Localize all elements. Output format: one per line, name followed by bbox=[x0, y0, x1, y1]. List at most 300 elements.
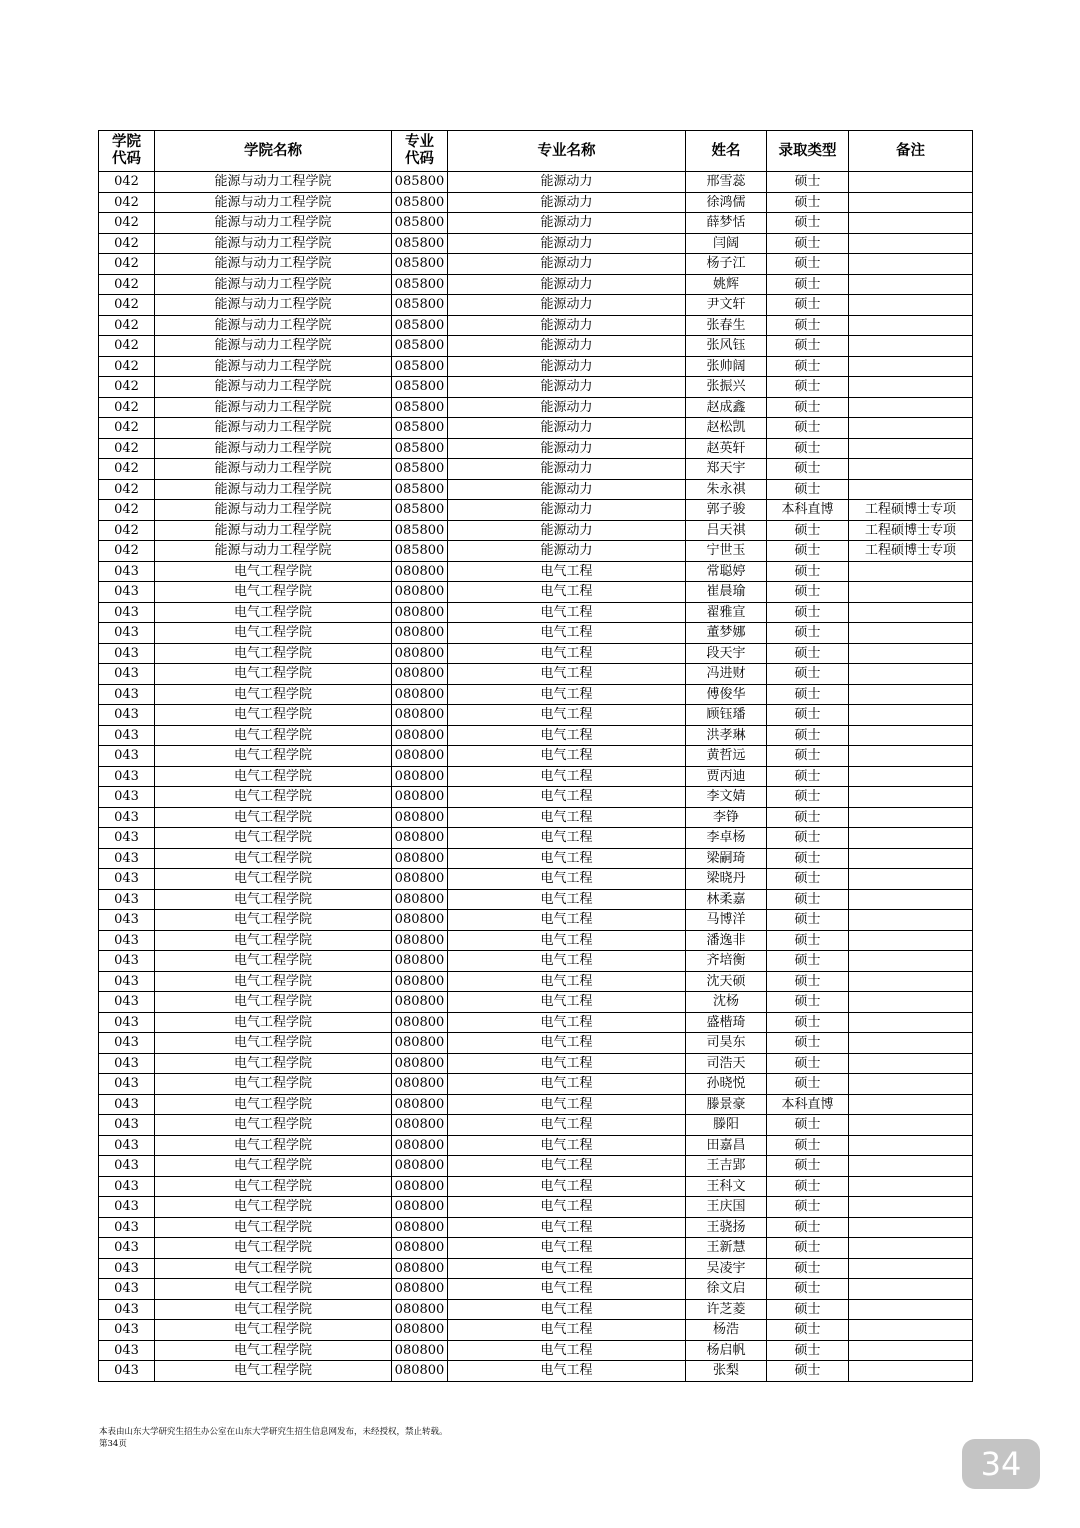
cell-major-code: 080800 bbox=[392, 1299, 448, 1320]
cell-admission-type: 硕士 bbox=[767, 1053, 849, 1074]
cell-student-name: 宁世玉 bbox=[686, 541, 767, 562]
cell-major-code: 085800 bbox=[392, 315, 448, 336]
cell-major-code: 080800 bbox=[392, 971, 448, 992]
cell-college-name: 电气工程学院 bbox=[155, 561, 392, 582]
cell-college-code: 043 bbox=[99, 746, 155, 767]
cell-admission-type: 硕士 bbox=[767, 992, 849, 1013]
cell-college-name: 能源与动力工程学院 bbox=[155, 479, 392, 500]
header-row bbox=[99, 131, 973, 172]
cell-remarks bbox=[849, 766, 973, 787]
cell-major-code: 080800 bbox=[392, 1053, 448, 1074]
cell-remarks bbox=[849, 951, 973, 972]
cell-major-name: 电气工程 bbox=[448, 869, 686, 890]
cell-college-code: 043 bbox=[99, 623, 155, 644]
cell-college-name: 电气工程学院 bbox=[155, 1094, 392, 1115]
cell-college-code: 042 bbox=[99, 172, 155, 193]
cell-college-name: 电气工程学院 bbox=[155, 1258, 392, 1279]
cell-admission-type: 硕士 bbox=[767, 295, 849, 316]
cell-student-name: 马博洋 bbox=[686, 910, 767, 931]
cell-major-code: 085800 bbox=[392, 438, 448, 459]
cell-college-name: 电气工程学院 bbox=[155, 643, 392, 664]
cell-admission-type: 硕士 bbox=[767, 1320, 849, 1341]
cell-admission-type: 硕士 bbox=[767, 438, 849, 459]
cell-student-name: 闫阔 bbox=[686, 233, 767, 254]
cell-college-code: 042 bbox=[99, 315, 155, 336]
cell-major-code: 080800 bbox=[392, 1238, 448, 1259]
cell-college-name: 电气工程学院 bbox=[155, 684, 392, 705]
cell-college-name: 能源与动力工程学院 bbox=[155, 213, 392, 234]
cell-remarks bbox=[849, 1115, 973, 1136]
cell-college-name: 电气工程学院 bbox=[155, 992, 392, 1013]
table-row bbox=[99, 787, 973, 808]
cell-remarks bbox=[849, 254, 973, 275]
cell-major-code: 080800 bbox=[392, 1320, 448, 1341]
cell-major-name: 电气工程 bbox=[448, 951, 686, 972]
cell-admission-type: 硕士 bbox=[767, 213, 849, 234]
table-row bbox=[99, 377, 973, 398]
cell-major-code: 085800 bbox=[392, 192, 448, 213]
table-row bbox=[99, 1012, 973, 1033]
cell-remarks bbox=[849, 1217, 973, 1238]
cell-student-name: 张帅阔 bbox=[686, 356, 767, 377]
cell-college-code: 043 bbox=[99, 1074, 155, 1095]
cell-student-name: 董梦娜 bbox=[686, 623, 767, 644]
table-row bbox=[99, 971, 973, 992]
cell-admission-type: 硕士 bbox=[767, 1299, 849, 1320]
cell-college-name: 电气工程学院 bbox=[155, 725, 392, 746]
cell-remarks bbox=[849, 192, 973, 213]
cell-remarks bbox=[849, 315, 973, 336]
cell-college-name: 电气工程学院 bbox=[155, 1361, 392, 1382]
cell-major-name: 能源动力 bbox=[448, 315, 686, 336]
cell-student-name: 王新慧 bbox=[686, 1238, 767, 1259]
cell-college-name: 能源与动力工程学院 bbox=[155, 336, 392, 357]
cell-major-name: 电气工程 bbox=[448, 602, 686, 623]
cell-admission-type: 硕士 bbox=[767, 602, 849, 623]
cell-major-name: 电气工程 bbox=[448, 992, 686, 1013]
cell-college-code: 043 bbox=[99, 1299, 155, 1320]
cell-major-name: 电气工程 bbox=[448, 1238, 686, 1259]
cell-remarks bbox=[849, 582, 973, 603]
cell-major-name: 电气工程 bbox=[448, 1074, 686, 1095]
cell-major-name: 能源动力 bbox=[448, 192, 686, 213]
cell-major-code: 080800 bbox=[392, 1033, 448, 1054]
cell-student-name: 黄哲远 bbox=[686, 746, 767, 767]
cell-admission-type: 硕士 bbox=[767, 684, 849, 705]
cell-admission-type: 硕士 bbox=[767, 807, 849, 828]
cell-college-name: 电气工程学院 bbox=[155, 1053, 392, 1074]
cell-major-code: 085800 bbox=[392, 541, 448, 562]
cell-college-code: 043 bbox=[99, 582, 155, 603]
cell-remarks bbox=[849, 807, 973, 828]
cell-admission-type: 硕士 bbox=[767, 254, 849, 275]
cell-admission-type: 硕士 bbox=[767, 1361, 849, 1382]
cell-major-code: 080800 bbox=[392, 1094, 448, 1115]
cell-student-name: 潘逸非 bbox=[686, 930, 767, 951]
cell-admission-type: 硕士 bbox=[767, 397, 849, 418]
table-row bbox=[99, 520, 973, 541]
cell-admission-type: 本科直博 bbox=[767, 500, 849, 521]
cell-student-name: 司浩天 bbox=[686, 1053, 767, 1074]
cell-student-name: 段天宇 bbox=[686, 643, 767, 664]
cell-major-name: 能源动力 bbox=[448, 172, 686, 193]
cell-major-code: 080800 bbox=[392, 828, 448, 849]
cell-admission-type: 硕士 bbox=[767, 1340, 849, 1361]
cell-college-name: 电气工程学院 bbox=[155, 1299, 392, 1320]
cell-student-name: 徐文启 bbox=[686, 1279, 767, 1300]
cell-major-code: 080800 bbox=[392, 1340, 448, 1361]
table-row bbox=[99, 500, 973, 521]
cell-college-name: 能源与动力工程学院 bbox=[155, 192, 392, 213]
cell-college-code: 043 bbox=[99, 1258, 155, 1279]
cell-major-name: 能源动力 bbox=[448, 295, 686, 316]
cell-college-code: 043 bbox=[99, 1176, 155, 1197]
cell-admission-type: 硕士 bbox=[767, 705, 849, 726]
cell-major-name: 能源动力 bbox=[448, 336, 686, 357]
cell-college-code: 043 bbox=[99, 1053, 155, 1074]
table-row bbox=[99, 869, 973, 890]
cell-remarks bbox=[849, 910, 973, 931]
cell-major-name: 电气工程 bbox=[448, 889, 686, 910]
table-row bbox=[99, 582, 973, 603]
cell-student-name: 梁晓丹 bbox=[686, 869, 767, 890]
cell-major-code: 080800 bbox=[392, 1197, 448, 1218]
cell-major-code: 080800 bbox=[392, 725, 448, 746]
cell-major-name: 电气工程 bbox=[448, 1053, 686, 1074]
cell-major-code: 080800 bbox=[392, 807, 448, 828]
cell-admission-type: 硕士 bbox=[767, 1156, 849, 1177]
table-row bbox=[99, 172, 973, 193]
cell-admission-type: 硕士 bbox=[767, 1258, 849, 1279]
cell-major-name: 能源动力 bbox=[448, 213, 686, 234]
cell-college-name: 电气工程学院 bbox=[155, 930, 392, 951]
table-row bbox=[99, 1279, 973, 1300]
cell-student-name: 薛梦恬 bbox=[686, 213, 767, 234]
cell-college-name: 能源与动力工程学院 bbox=[155, 315, 392, 336]
cell-admission-type: 硕士 bbox=[767, 930, 849, 951]
table-row bbox=[99, 643, 973, 664]
table-row bbox=[99, 1361, 973, 1382]
cell-college-name: 电气工程学院 bbox=[155, 1033, 392, 1054]
table-row bbox=[99, 828, 973, 849]
table-row bbox=[99, 1176, 973, 1197]
table-row bbox=[99, 1074, 973, 1095]
cell-student-name: 李卓杨 bbox=[686, 828, 767, 849]
table-body bbox=[99, 172, 973, 1382]
header-remarks: 备注 bbox=[849, 131, 973, 172]
cell-college-name: 电气工程学院 bbox=[155, 664, 392, 685]
cell-college-code: 043 bbox=[99, 807, 155, 828]
cell-college-code: 043 bbox=[99, 705, 155, 726]
cell-major-code: 085800 bbox=[392, 459, 448, 480]
cell-college-name: 能源与动力工程学院 bbox=[155, 500, 392, 521]
cell-college-name: 电气工程学院 bbox=[155, 971, 392, 992]
table-row bbox=[99, 315, 973, 336]
cell-remarks bbox=[849, 848, 973, 869]
cell-student-name: 吴凌宇 bbox=[686, 1258, 767, 1279]
cell-college-name: 能源与动力工程学院 bbox=[155, 295, 392, 316]
cell-college-code: 042 bbox=[99, 438, 155, 459]
header-major-name: 专业名称 bbox=[448, 131, 686, 172]
cell-student-name: 梁嗣琦 bbox=[686, 848, 767, 869]
admission-table bbox=[98, 130, 973, 1382]
cell-admission-type: 硕士 bbox=[767, 746, 849, 767]
cell-college-code: 043 bbox=[99, 787, 155, 808]
cell-college-code: 043 bbox=[99, 910, 155, 931]
cell-major-name: 能源动力 bbox=[448, 479, 686, 500]
cell-remarks bbox=[849, 1053, 973, 1074]
cell-college-code: 043 bbox=[99, 889, 155, 910]
cell-admission-type: 硕士 bbox=[767, 459, 849, 480]
cell-major-code: 080800 bbox=[392, 582, 448, 603]
cell-admission-type: 硕士 bbox=[767, 336, 849, 357]
cell-admission-type: 硕士 bbox=[767, 541, 849, 562]
footer-note: 本表由山东大学研究生招生办公室在山东大学研究生招生信息网发布，未经授权，禁止转载。 bbox=[99, 1427, 448, 1437]
cell-admission-type: 硕士 bbox=[767, 951, 849, 972]
cell-remarks bbox=[849, 1135, 973, 1156]
cell-student-name: 尹文轩 bbox=[686, 295, 767, 316]
cell-remarks bbox=[849, 172, 973, 193]
cell-admission-type: 硕士 bbox=[767, 1279, 849, 1300]
cell-college-name: 能源与动力工程学院 bbox=[155, 172, 392, 193]
cell-college-code: 043 bbox=[99, 1197, 155, 1218]
cell-college-code: 042 bbox=[99, 520, 155, 541]
header-major-code-line2: 代码 bbox=[405, 151, 434, 167]
cell-college-code: 043 bbox=[99, 561, 155, 582]
cell-admission-type: 硕士 bbox=[767, 1176, 849, 1197]
cell-remarks bbox=[849, 1320, 973, 1341]
cell-college-name: 电气工程学院 bbox=[155, 869, 392, 890]
cell-college-code: 043 bbox=[99, 725, 155, 746]
table-row bbox=[99, 213, 973, 234]
cell-college-code: 043 bbox=[99, 930, 155, 951]
cell-major-code: 080800 bbox=[392, 684, 448, 705]
cell-college-code: 042 bbox=[99, 541, 155, 562]
cell-remarks: 工程硕博士专项 bbox=[849, 500, 973, 521]
cell-remarks bbox=[849, 869, 973, 890]
cell-college-name: 能源与动力工程学院 bbox=[155, 541, 392, 562]
cell-remarks bbox=[849, 336, 973, 357]
table-row bbox=[99, 746, 973, 767]
cell-student-name: 洪孝琳 bbox=[686, 725, 767, 746]
cell-college-name: 电气工程学院 bbox=[155, 1238, 392, 1259]
cell-major-name: 电气工程 bbox=[448, 623, 686, 644]
cell-major-code: 085800 bbox=[392, 336, 448, 357]
cell-major-code: 080800 bbox=[392, 992, 448, 1013]
cell-student-name: 张梨 bbox=[686, 1361, 767, 1382]
table-row bbox=[99, 664, 973, 685]
cell-remarks bbox=[849, 992, 973, 1013]
cell-college-code: 043 bbox=[99, 869, 155, 890]
cell-college-name: 电气工程学院 bbox=[155, 746, 392, 767]
cell-major-name: 电气工程 bbox=[448, 561, 686, 582]
table-row bbox=[99, 1258, 973, 1279]
cell-college-name: 能源与动力工程学院 bbox=[155, 274, 392, 295]
cell-student-name: 张振兴 bbox=[686, 377, 767, 398]
cell-admission-type: 硕士 bbox=[767, 561, 849, 582]
table-row bbox=[99, 295, 973, 316]
cell-student-name: 杨浩 bbox=[686, 1320, 767, 1341]
cell-admission-type: 硕士 bbox=[767, 766, 849, 787]
cell-major-code: 080800 bbox=[392, 1361, 448, 1382]
cell-major-name: 电气工程 bbox=[448, 1135, 686, 1156]
cell-admission-type: 硕士 bbox=[767, 1238, 849, 1259]
cell-major-name: 电气工程 bbox=[448, 1279, 686, 1300]
cell-major-name: 能源动力 bbox=[448, 356, 686, 377]
cell-student-name: 沈杨 bbox=[686, 992, 767, 1013]
cell-admission-type: 硕士 bbox=[767, 520, 849, 541]
cell-major-name: 电气工程 bbox=[448, 971, 686, 992]
cell-college-name: 电气工程学院 bbox=[155, 1074, 392, 1095]
cell-remarks bbox=[849, 479, 973, 500]
cell-remarks bbox=[849, 295, 973, 316]
cell-major-code: 080800 bbox=[392, 1135, 448, 1156]
table-row bbox=[99, 192, 973, 213]
cell-admission-type: 硕士 bbox=[767, 192, 849, 213]
cell-major-code: 080800 bbox=[392, 643, 448, 664]
cell-college-name: 能源与动力工程学院 bbox=[155, 418, 392, 439]
cell-college-name: 能源与动力工程学院 bbox=[155, 438, 392, 459]
cell-college-code: 043 bbox=[99, 684, 155, 705]
table-row bbox=[99, 418, 973, 439]
cell-remarks bbox=[849, 1361, 973, 1382]
cell-remarks bbox=[849, 1238, 973, 1259]
cell-student-name: 李文婧 bbox=[686, 787, 767, 808]
table-row bbox=[99, 889, 973, 910]
cell-college-code: 042 bbox=[99, 192, 155, 213]
header-major-code-line1: 专业 bbox=[405, 134, 434, 150]
cell-major-code: 085800 bbox=[392, 172, 448, 193]
cell-college-code: 043 bbox=[99, 848, 155, 869]
cell-student-name: 张春生 bbox=[686, 315, 767, 336]
cell-admission-type: 硕士 bbox=[767, 787, 849, 808]
cell-major-code: 080800 bbox=[392, 746, 448, 767]
cell-college-code: 043 bbox=[99, 1279, 155, 1300]
cell-college-name: 电气工程学院 bbox=[155, 1135, 392, 1156]
cell-major-name: 能源动力 bbox=[448, 397, 686, 418]
header-college-code-line1: 学院 bbox=[112, 134, 141, 150]
cell-admission-type: 硕士 bbox=[767, 848, 849, 869]
cell-remarks bbox=[849, 1074, 973, 1095]
cell-college-name: 能源与动力工程学院 bbox=[155, 233, 392, 254]
cell-major-name: 电气工程 bbox=[448, 1299, 686, 1320]
cell-college-code: 043 bbox=[99, 1320, 155, 1341]
cell-major-name: 电气工程 bbox=[448, 643, 686, 664]
cell-major-name: 电气工程 bbox=[448, 746, 686, 767]
cell-student-name: 郭子骏 bbox=[686, 500, 767, 521]
cell-college-code: 043 bbox=[99, 971, 155, 992]
cell-major-code: 085800 bbox=[392, 520, 448, 541]
cell-remarks: 工程硕博士专项 bbox=[849, 541, 973, 562]
table-row bbox=[99, 541, 973, 562]
table-row bbox=[99, 1094, 973, 1115]
cell-college-name: 电气工程学院 bbox=[155, 1115, 392, 1136]
cell-student-name: 杨子江 bbox=[686, 254, 767, 275]
cell-major-name: 电气工程 bbox=[448, 910, 686, 931]
cell-major-code: 085800 bbox=[392, 479, 448, 500]
cell-major-name: 电气工程 bbox=[448, 664, 686, 685]
cell-major-code: 080800 bbox=[392, 869, 448, 890]
cell-college-code: 043 bbox=[99, 992, 155, 1013]
cell-admission-type: 硕士 bbox=[767, 869, 849, 890]
table-row bbox=[99, 356, 973, 377]
cell-remarks bbox=[849, 561, 973, 582]
cell-major-code: 085800 bbox=[392, 295, 448, 316]
cell-major-code: 085800 bbox=[392, 500, 448, 521]
cell-major-name: 电气工程 bbox=[448, 848, 686, 869]
cell-major-code: 085800 bbox=[392, 254, 448, 275]
cell-college-code: 042 bbox=[99, 254, 155, 275]
cell-admission-type: 硕士 bbox=[767, 910, 849, 931]
cell-major-name: 电气工程 bbox=[448, 725, 686, 746]
cell-major-code: 085800 bbox=[392, 356, 448, 377]
cell-college-code: 042 bbox=[99, 397, 155, 418]
table-row bbox=[99, 336, 973, 357]
cell-admission-type: 硕士 bbox=[767, 1217, 849, 1238]
cell-student-name: 傅俊华 bbox=[686, 684, 767, 705]
cell-major-code: 085800 bbox=[392, 397, 448, 418]
cell-remarks bbox=[849, 1197, 973, 1218]
cell-student-name: 孙晓悦 bbox=[686, 1074, 767, 1095]
cell-admission-type: 硕士 bbox=[767, 418, 849, 439]
cell-admission-type: 硕士 bbox=[767, 356, 849, 377]
table-row bbox=[99, 1340, 973, 1361]
cell-student-name: 郑天宇 bbox=[686, 459, 767, 480]
cell-admission-type: 硕士 bbox=[767, 233, 849, 254]
cell-college-name: 电气工程学院 bbox=[155, 705, 392, 726]
cell-major-code: 080800 bbox=[392, 910, 448, 931]
cell-remarks: 工程硕博士专项 bbox=[849, 520, 973, 541]
cell-major-code: 080800 bbox=[392, 1176, 448, 1197]
cell-admission-type: 硕士 bbox=[767, 889, 849, 910]
page-number-badge: 34 bbox=[962, 1439, 1040, 1489]
cell-student-name: 沈天硕 bbox=[686, 971, 767, 992]
table-row bbox=[99, 459, 973, 480]
cell-major-code: 080800 bbox=[392, 664, 448, 685]
cell-major-name: 电气工程 bbox=[448, 807, 686, 828]
table-row bbox=[99, 848, 973, 869]
page-label: 第34页 bbox=[99, 1439, 127, 1449]
header-college-name: 学院名称 bbox=[155, 131, 392, 172]
cell-college-name: 电气工程学院 bbox=[155, 787, 392, 808]
cell-student-name: 顾钰璠 bbox=[686, 705, 767, 726]
cell-college-name: 能源与动力工程学院 bbox=[155, 377, 392, 398]
cell-student-name: 李铮 bbox=[686, 807, 767, 828]
table-row bbox=[99, 1033, 973, 1054]
cell-major-name: 电气工程 bbox=[448, 1217, 686, 1238]
cell-major-code: 080800 bbox=[392, 930, 448, 951]
cell-college-name: 能源与动力工程学院 bbox=[155, 254, 392, 275]
cell-college-code: 043 bbox=[99, 1094, 155, 1115]
cell-admission-type: 本科直博 bbox=[767, 1094, 849, 1115]
table-row bbox=[99, 254, 973, 275]
cell-admission-type: 硕士 bbox=[767, 664, 849, 685]
cell-major-name: 电气工程 bbox=[448, 930, 686, 951]
cell-remarks bbox=[849, 1156, 973, 1177]
cell-college-name: 电气工程学院 bbox=[155, 889, 392, 910]
cell-remarks bbox=[849, 274, 973, 295]
cell-college-code: 043 bbox=[99, 951, 155, 972]
cell-admission-type: 硕士 bbox=[767, 725, 849, 746]
cell-college-name: 电气工程学院 bbox=[155, 1320, 392, 1341]
cell-major-name: 电气工程 bbox=[448, 582, 686, 603]
cell-major-code: 080800 bbox=[392, 1217, 448, 1238]
cell-major-code: 080800 bbox=[392, 889, 448, 910]
cell-remarks bbox=[849, 623, 973, 644]
cell-college-name: 电气工程学院 bbox=[155, 1156, 392, 1177]
cell-student-name: 王吉郢 bbox=[686, 1156, 767, 1177]
cell-major-code: 085800 bbox=[392, 274, 448, 295]
